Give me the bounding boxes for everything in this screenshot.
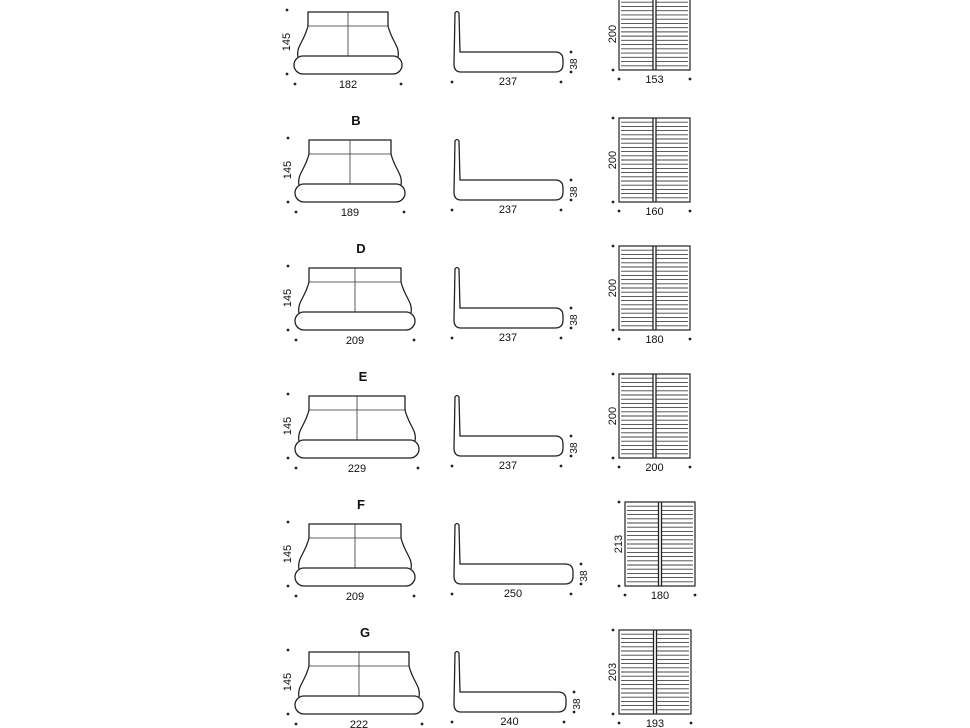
side-height-tick-bottom bbox=[580, 583, 583, 586]
side-height-label: 38 bbox=[569, 186, 580, 198]
slatted-base bbox=[607, 629, 692, 728]
base-width-tick-right bbox=[689, 210, 692, 213]
side-profile bbox=[454, 12, 563, 73]
slatted-base bbox=[607, 373, 691, 474]
height-tick-top bbox=[287, 649, 290, 652]
right-flare bbox=[409, 666, 419, 697]
slatted-base bbox=[607, 0, 691, 86]
slatted-base bbox=[607, 245, 691, 346]
base-width-tick-right bbox=[690, 722, 693, 725]
slatted-base bbox=[607, 117, 691, 218]
side-view bbox=[451, 268, 580, 345]
base-length-tick-bottom bbox=[612, 201, 615, 204]
left-flare bbox=[299, 538, 309, 569]
base-length-tick-top bbox=[612, 117, 615, 120]
front-width-label: 222 bbox=[349, 719, 369, 728]
right-flare bbox=[405, 410, 415, 441]
base-length-tick-bottom bbox=[612, 329, 615, 332]
model-letter: D bbox=[356, 241, 366, 256]
height-label: 145 bbox=[282, 544, 294, 564]
right-flare bbox=[401, 282, 411, 313]
right-flare bbox=[388, 26, 398, 57]
length-tick-left bbox=[451, 465, 454, 468]
bed-base bbox=[295, 696, 423, 714]
right-flare bbox=[391, 154, 401, 185]
width-tick-right bbox=[417, 467, 420, 470]
height-tick-bottom bbox=[287, 201, 290, 204]
base-width-label: 180 bbox=[650, 590, 670, 602]
base-length-label: 200 bbox=[607, 406, 619, 426]
length-tick-left bbox=[451, 81, 454, 84]
side-view bbox=[451, 524, 590, 601]
bed-base bbox=[295, 184, 405, 202]
front-view bbox=[282, 521, 415, 603]
front-width-label: 189 bbox=[340, 207, 360, 219]
base-width-tick-left bbox=[618, 78, 621, 81]
height-tick-top bbox=[287, 137, 290, 140]
side-profile bbox=[454, 524, 573, 585]
height-tick-top bbox=[287, 393, 290, 396]
side-length-label: 240 bbox=[500, 716, 519, 728]
side-length-label: 237 bbox=[498, 460, 518, 472]
base-length-label: 203 bbox=[607, 662, 619, 682]
base-length-tick-bottom bbox=[612, 69, 615, 72]
width-tick-left bbox=[295, 339, 298, 342]
right-flare bbox=[401, 538, 411, 569]
model-b-row bbox=[282, 113, 691, 219]
base-length-tick-bottom bbox=[612, 457, 615, 460]
length-tick-left bbox=[451, 209, 454, 212]
side-height-tick-bottom bbox=[570, 455, 573, 458]
front-view bbox=[282, 649, 423, 728]
side-height-label: 38 bbox=[579, 570, 590, 582]
side-profile bbox=[454, 268, 563, 329]
model-letter: G bbox=[359, 625, 371, 640]
length-tick-left bbox=[451, 593, 454, 596]
side-height-tick-top bbox=[580, 563, 583, 566]
side-height-tick-bottom bbox=[570, 71, 573, 74]
side-profile bbox=[454, 140, 563, 201]
bed-base bbox=[295, 440, 419, 458]
side-view bbox=[451, 396, 580, 473]
base-length-label: 200 bbox=[607, 24, 619, 44]
height-label: 145 bbox=[282, 288, 294, 308]
model-letter: B bbox=[351, 113, 361, 128]
side-height-tick-top bbox=[570, 435, 573, 438]
width-tick-right bbox=[413, 339, 416, 342]
base-length-tick-top bbox=[612, 245, 615, 248]
model-g-row bbox=[282, 625, 692, 728]
front-view bbox=[282, 137, 405, 219]
side-profile bbox=[454, 652, 566, 713]
base-length-tick-bottom bbox=[618, 585, 621, 588]
base-length-label: 213 bbox=[613, 534, 625, 554]
model-letter: F bbox=[357, 497, 365, 512]
base-width-tick-right bbox=[689, 78, 692, 81]
left-flare bbox=[299, 410, 309, 441]
left-flare bbox=[299, 666, 309, 697]
side-height-tick-bottom bbox=[570, 199, 573, 202]
side-height-label: 38 bbox=[569, 58, 580, 70]
base-width-label: 200 bbox=[645, 462, 664, 474]
side-view bbox=[451, 652, 583, 728]
side-height-tick-top bbox=[570, 179, 573, 182]
front-view bbox=[281, 9, 402, 91]
model-a-row bbox=[281, 0, 691, 91]
length-tick-right bbox=[560, 337, 563, 340]
left-flare bbox=[299, 282, 309, 313]
width-tick-right bbox=[421, 723, 424, 726]
height-tick-bottom bbox=[287, 329, 290, 332]
base-length-tick-bottom bbox=[612, 713, 615, 716]
base-length-label: 200 bbox=[607, 150, 619, 170]
front-view bbox=[282, 265, 415, 347]
base-length-label: 200 bbox=[607, 278, 619, 298]
height-tick-bottom bbox=[287, 713, 290, 716]
base-length-tick-top bbox=[618, 501, 621, 504]
base-width-tick-left bbox=[624, 594, 627, 597]
length-tick-right bbox=[560, 465, 563, 468]
side-length-label: 237 bbox=[498, 204, 518, 216]
width-tick-left bbox=[295, 211, 298, 214]
side-height-tick-top bbox=[573, 691, 576, 694]
length-tick-left bbox=[451, 721, 454, 724]
length-tick-right bbox=[563, 721, 566, 724]
base-width-tick-left bbox=[618, 466, 621, 469]
side-length-label: 237 bbox=[498, 332, 518, 344]
side-height-label: 38 bbox=[569, 314, 580, 326]
width-tick-left bbox=[295, 595, 298, 598]
model-letter: E bbox=[358, 369, 368, 384]
height-tick-top bbox=[287, 521, 290, 524]
height-label: 145 bbox=[281, 32, 293, 52]
width-tick-left bbox=[295, 467, 298, 470]
width-tick-right bbox=[413, 595, 416, 598]
side-height-tick-top bbox=[570, 307, 573, 310]
side-profile bbox=[454, 396, 563, 457]
width-tick-right bbox=[400, 83, 403, 86]
length-tick-right bbox=[560, 81, 563, 84]
side-view bbox=[451, 12, 580, 89]
bed-base bbox=[294, 56, 402, 74]
height-tick-bottom bbox=[286, 73, 289, 76]
left-flare bbox=[298, 26, 308, 57]
bed-base bbox=[295, 568, 415, 586]
height-label: 145 bbox=[282, 416, 294, 436]
base-width-label: 160 bbox=[645, 206, 664, 218]
height-label: 145 bbox=[282, 160, 294, 180]
base-width-label: 153 bbox=[645, 74, 664, 86]
side-height-tick-top bbox=[570, 51, 573, 54]
side-view bbox=[451, 140, 580, 217]
base-width-tick-right bbox=[689, 466, 692, 469]
side-height-label: 38 bbox=[572, 698, 583, 710]
length-tick-right bbox=[570, 593, 573, 596]
base-width-tick-left bbox=[618, 338, 621, 341]
base-width-tick-left bbox=[618, 722, 621, 725]
base-width-label: 193 bbox=[645, 718, 665, 728]
side-height-tick-bottom bbox=[570, 327, 573, 330]
side-height-tick-bottom bbox=[573, 711, 576, 714]
height-label: 145 bbox=[282, 672, 294, 692]
bed-base bbox=[295, 312, 415, 330]
base-length-tick-top bbox=[612, 629, 615, 632]
front-width-label: 209 bbox=[345, 591, 365, 603]
side-height-label: 38 bbox=[569, 442, 580, 454]
front-width-label: 209 bbox=[345, 335, 365, 347]
length-tick-left bbox=[451, 337, 454, 340]
side-length-label: 250 bbox=[503, 588, 523, 600]
model-f-row bbox=[282, 497, 696, 603]
height-tick-bottom bbox=[287, 585, 290, 588]
slatted-base bbox=[613, 501, 696, 602]
left-flare bbox=[299, 154, 309, 185]
base-width-tick-right bbox=[689, 338, 692, 341]
model-e-row bbox=[282, 369, 691, 475]
model-d-row bbox=[282, 241, 691, 347]
width-tick-left bbox=[294, 83, 297, 86]
height-tick-top bbox=[286, 9, 289, 12]
length-tick-right bbox=[560, 209, 563, 212]
height-tick-bottom bbox=[287, 457, 290, 460]
base-width-tick-left bbox=[618, 210, 621, 213]
base-length-tick-top bbox=[612, 373, 615, 376]
width-tick-left bbox=[295, 723, 298, 726]
height-tick-top bbox=[287, 265, 290, 268]
side-length-label: 237 bbox=[498, 76, 518, 88]
front-view bbox=[282, 393, 419, 475]
front-width-label: 182 bbox=[338, 79, 358, 91]
base-width-label: 180 bbox=[645, 334, 664, 346]
base-width-tick-right bbox=[694, 594, 697, 597]
width-tick-right bbox=[403, 211, 406, 214]
front-width-label: 229 bbox=[347, 463, 367, 475]
